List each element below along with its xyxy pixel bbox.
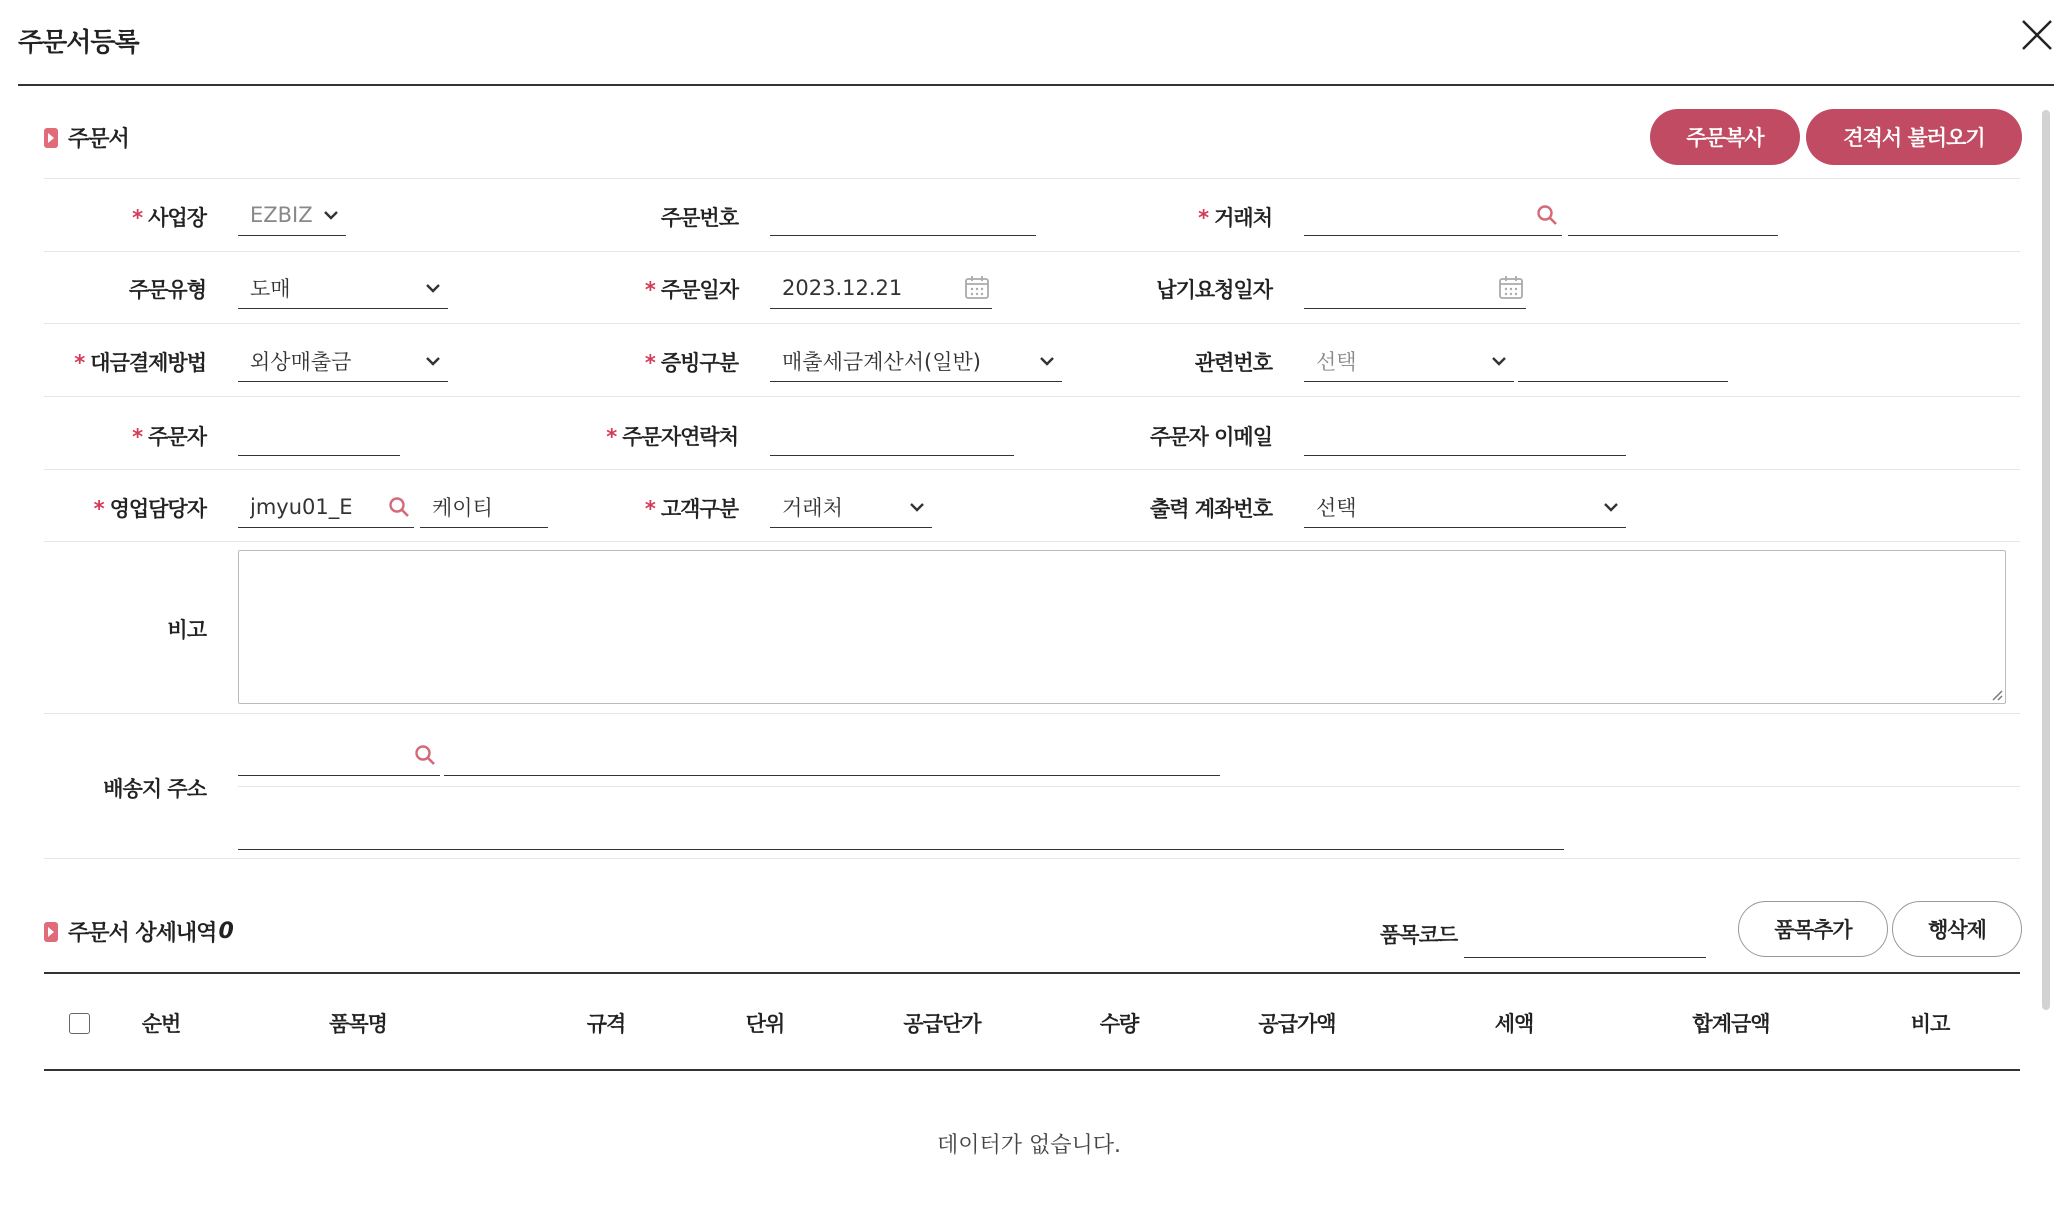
- order-date-label: * 주문일자: [644, 278, 738, 302]
- search-icon[interactable]: [410, 740, 440, 770]
- orderer-email-label: 주문자 이메일: [1149, 425, 1272, 449]
- column-header[interactable]: 수량: [1099, 1012, 1139, 1036]
- remarks-textarea[interactable]: [238, 550, 2006, 704]
- orderer-email-input[interactable]: [1304, 414, 1626, 456]
- row-divider: [44, 858, 2020, 859]
- delete-row-button[interactable]: 행삭제: [1892, 901, 2022, 957]
- chevron-down-icon: [418, 273, 448, 303]
- column-header[interactable]: 단위: [745, 1012, 785, 1036]
- customer-type-select[interactable]: 거래처: [770, 486, 932, 528]
- sales-rep-label: * 영업담당자: [93, 497, 206, 521]
- column-header[interactable]: 공급가액: [1258, 1012, 1336, 1036]
- column-header[interactable]: 공급단가: [903, 1012, 981, 1036]
- calendar-icon[interactable]: [1496, 273, 1526, 303]
- copy-order-button[interactable]: 주문복사: [1650, 109, 1800, 165]
- table-header-top-border: [44, 972, 2020, 974]
- order-date-input[interactable]: 2023.12.21: [770, 267, 992, 309]
- title-divider: [18, 84, 2054, 86]
- order-type-select[interactable]: 도매: [238, 267, 448, 309]
- remarks-label: 비고: [167, 618, 206, 642]
- client-label: * 거래처: [1198, 206, 1272, 230]
- evidence-type-label: * 증빙구분: [644, 351, 738, 375]
- chevron-down-icon: [418, 346, 448, 376]
- column-header[interactable]: 합계금액: [1692, 1012, 1770, 1036]
- order-no-label: 주문번호: [660, 206, 738, 230]
- delivery-request-date-input[interactable]: [1304, 267, 1526, 309]
- row-divider: [44, 178, 2020, 179]
- payment-method-select[interactable]: 외상매출금: [238, 340, 448, 382]
- business-site-select[interactable]: EZBIZ: [238, 194, 346, 236]
- order-section-title: 주문서: [68, 127, 129, 152]
- chevron-down-icon: [1032, 346, 1062, 376]
- shipping-address2-input[interactable]: [238, 808, 1564, 850]
- load-quote-button[interactable]: 견적서 불러오기: [1806, 109, 2022, 165]
- resize-grip-icon[interactable]: [1989, 687, 2003, 701]
- shipping-address-label: 배송지 주소: [103, 777, 206, 801]
- item-code-input[interactable]: [1464, 916, 1706, 958]
- item-code-label: 품목코드: [1380, 923, 1458, 947]
- column-header[interactable]: 비고: [1910, 1012, 1950, 1036]
- orderer-contact-input[interactable]: [770, 414, 1014, 456]
- column-header[interactable]: 품목명: [329, 1012, 387, 1036]
- order-type-label: 주문유형: [128, 278, 206, 302]
- shipping-address1-input[interactable]: [444, 734, 1220, 776]
- orderer-contact-label: * 주문자연락처: [606, 425, 738, 449]
- print-account-label: 출력 계좌번호: [1149, 497, 1272, 521]
- search-icon[interactable]: [384, 492, 414, 522]
- section-marker-icon: [44, 922, 58, 942]
- row-divider: [44, 541, 2020, 542]
- details-count: 0: [218, 919, 233, 944]
- calendar-icon[interactable]: [962, 273, 992, 303]
- related-no-select[interactable]: 선택: [1304, 340, 1514, 382]
- order-section-header: [44, 122, 129, 153]
- shipping-zip-input[interactable]: [238, 734, 440, 776]
- row-divider: [44, 713, 2020, 714]
- modal-title: 주문서등록: [18, 28, 139, 58]
- select-all-checkbox[interactable]: [69, 1013, 90, 1034]
- row-divider: [44, 323, 2020, 324]
- column-header[interactable]: 순번: [141, 1012, 181, 1036]
- business-site-label: * 사업장: [132, 206, 206, 230]
- delivery-request-date-label: 납기요청일자: [1156, 278, 1272, 302]
- order-no-input[interactable]: [770, 194, 1036, 236]
- details-section-title: 주문서 상세내역: [68, 921, 217, 946]
- related-no-label: 관련번호: [1194, 351, 1272, 375]
- add-item-button[interactable]: 품목추가: [1738, 901, 1888, 957]
- close-icon[interactable]: [2020, 18, 2054, 52]
- column-header[interactable]: 세액: [1494, 1012, 1534, 1036]
- orderer-label: * 주문자: [132, 425, 206, 449]
- chevron-down-icon: [1596, 492, 1626, 522]
- client-code-input[interactable]: [1304, 194, 1562, 236]
- chevron-down-icon: [902, 492, 932, 522]
- column-header[interactable]: 규격: [586, 1012, 626, 1036]
- table-header-bottom-border: [44, 1069, 2020, 1071]
- empty-table-message: 데이터가 없습니다.: [936, 1133, 1121, 1158]
- chevron-down-icon: [316, 200, 346, 230]
- client-name-input[interactable]: [1568, 194, 1778, 236]
- details-section-header: [44, 916, 233, 947]
- evidence-type-select[interactable]: 매출세금계산서(일반): [770, 340, 1062, 382]
- orderer-input[interactable]: [238, 414, 400, 456]
- payment-method-label: * 대금결제방법: [74, 351, 206, 375]
- row-divider: [44, 251, 2020, 252]
- row-divider: [44, 396, 2020, 397]
- sales-rep-id-input[interactable]: jmyu01_E: [238, 486, 414, 528]
- search-icon[interactable]: [1532, 200, 1562, 230]
- customer-type-label: * 고객구분: [644, 497, 738, 521]
- row-divider: [44, 469, 2020, 470]
- related-no-input[interactable]: [1518, 340, 1728, 382]
- row-divider: [238, 786, 2020, 787]
- print-account-select[interactable]: 선택: [1304, 486, 1626, 528]
- section-marker-icon: [44, 128, 58, 148]
- scrollbar-thumb[interactable]: [2042, 110, 2050, 1010]
- chevron-down-icon: [1484, 346, 1514, 376]
- sales-rep-name-input[interactable]: 케이티: [420, 486, 548, 528]
